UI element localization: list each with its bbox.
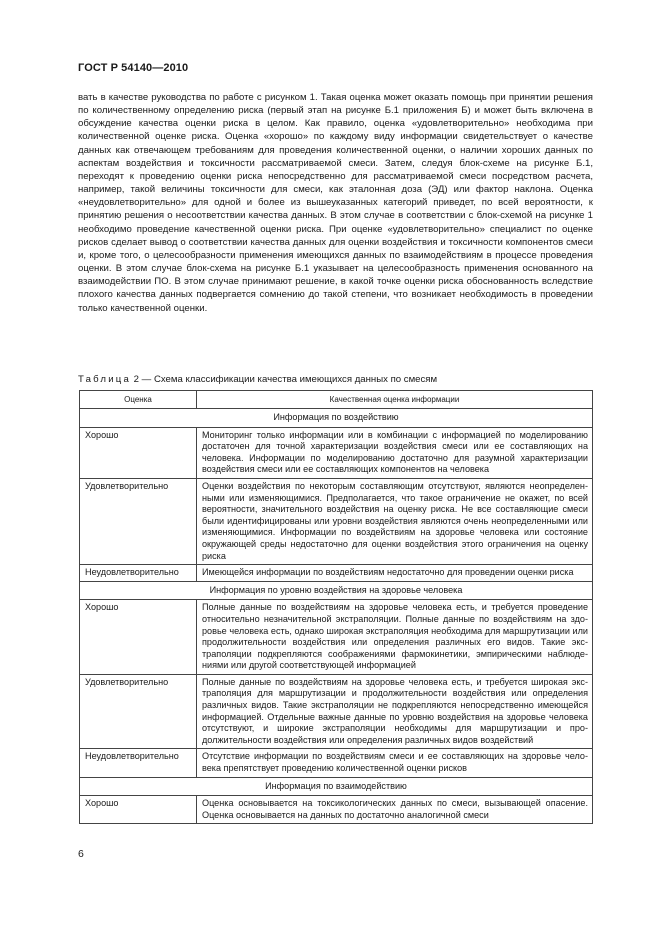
data-quality-table xyxy=(79,390,593,824)
description-cell: Имеющейся информации по воздействиям недостаточно для проведении оценки риска xyxy=(197,565,593,582)
description-cell: Оценка основывается на токсикологических данных по смеси, вызывающей опасение. Оценка основывается на данных по достаточно аналогичной смеси xyxy=(197,796,593,824)
section-title: Информация по воздействию xyxy=(80,409,593,428)
section-title: Информация по уровню воздействия на здоровье человека xyxy=(80,581,593,600)
description-cell: Полные данные по воздействиям на здоровье человека есть, и требуется проведение относительно незначительной экстраполяции. Полные данные по воздействиям на здоровье человека есть, однако широкая экстраполяция необходима для маршрутизации или продолжительности воздействия или определения различных его видов. Такие экстраполяции подкрепляются соображениями фармокинетики, эмпирическими наблюдениями или другой соответствующей информацией xyxy=(197,600,593,675)
table-row xyxy=(80,749,593,777)
rating-cell: Хорошо xyxy=(80,427,197,478)
table-row xyxy=(80,565,593,582)
body-paragraph: вать в качестве руководства по работе с рисунком 1. Такая оценка может оказать помощь при принятии решения по количественному определению риска (первый этап на рисунке Б.1 приложения Б) и может быть включена в обсуждение качества оценки риска в целом. Как правило, оценка «удовлетворительно» необходима при количественной оценке риска. Оценка «хорошо» по каждому виду информации свидетельствует о качестве данных как отвечающем требованиям для проведения количественной оценки, о наличии хороших данных по аспектам воздействия и токсичности рассматриваемой смеси. Затем, следуя блок-схеме на рисунке Б.1, переходят к проведению оценки риска непосредственно для рассматриваемой смеси посредством расчета, например, такой величины токсичности для смеси, как эталонная доза (ЭД) или фактор наклона. Оценка «неудовлетворительно» для одной и более из вышеуказанных категорий приведет, по всей вероятности, к принятию решения о несоответствии качества данных. В этом случае в соответствии с блок-схемой на рисунке 1 необходимо проведение качественной оценки риска. При оценке «удовлетворительно» специалист по оценке рисков сделает вывод о соответствии качества данных для оценки воздействия и токсичности компонентов смеси и, кроме того, о целесообразности применения имеющихся данных по взаимодействиям в процессе проведения оценки. В этом случае блок-схема на рисунке Б.1 указывает на целесообразность применения основанного на взаимодействии ПО. В этом случае принимают решение, в какой точке оценки риска обоснованность вследствие плохого качества данных подвергается сомнению до такой степени, что возникает необходимость в проведении только качественной оценки. xyxy=(78,92,593,314)
rating-cell: Хорошо xyxy=(80,796,197,824)
section-row xyxy=(80,409,593,428)
description-cell: Полные данные по воздействиям на здоровье человека есть, и требуется широкая экстраполяция для маршрутизации и продолжительности воздействия или определения различных видов. Такие экстраполяции не подкрепляются непосредственно имеющейся информацией. Отдельные важные данные по уровню воздействия на здоровье человека отсутствуют, и широкие экстраполяции необходимы для маршрутизации и продолжительности воздействия или определения различных видов воздействий xyxy=(197,674,593,749)
description-cell: Оценки воздействия по некоторым составляющим отсутствуют, являются неопределенными или изменяющимися. Предполагается, что такое ограничение не окажет, по всей вероятности, значительного воздействия на оценку риска. Не все составляющие смеси были идентифицированы или уровни воздействия являются очень неопределенными или изменяющимися. Информации по воздействиям на здоровье человека или состояние окружающей среды недостаточно для оценки воздействия этого ограничения на оценку риска xyxy=(197,478,593,564)
section-title: Информация по взаимодействию xyxy=(80,777,593,796)
description-cell: Мониторинг только информации или в комбинации с информацией по моделированию достаточен для точной характеризации воздействия смеси или ее составляющих на человека. Информации по моделированию достаточно для разумной характеризации воздействия смеси или ее составляющих компонентов на человека xyxy=(197,427,593,478)
description-cell: Отсутствие информации по воздействиям смеси и ее составляющих на здоровье человека препятствует проведению количественной оценки рисков xyxy=(197,749,593,777)
table-caption-label: Таблица xyxy=(78,374,132,385)
col-header-description: Качественная оценка информации xyxy=(197,391,593,409)
table-row xyxy=(80,427,593,478)
table-row xyxy=(80,674,593,749)
rating-cell: Неудовлетворительно xyxy=(80,749,197,777)
rating-cell: Удовлетворительно xyxy=(80,674,197,749)
table-caption xyxy=(78,374,598,385)
table-row xyxy=(80,600,593,675)
section-row xyxy=(80,581,593,600)
page-number: 6 xyxy=(78,848,84,860)
table-header-row xyxy=(80,391,593,409)
rating-cell: Неудовлетворительно xyxy=(80,565,197,582)
table-caption-title: 2 — Схема классификации качества имеющихся данных по смесям xyxy=(131,374,438,385)
rating-cell: Удовлетворительно xyxy=(80,478,197,564)
table-row xyxy=(80,796,593,824)
col-header-rating: Оценка xyxy=(80,391,197,409)
table-row xyxy=(80,478,593,564)
rating-cell: Хорошо xyxy=(80,600,197,675)
section-row xyxy=(80,777,593,796)
standard-header: ГОСТ Р 54140—2010 xyxy=(78,62,189,74)
